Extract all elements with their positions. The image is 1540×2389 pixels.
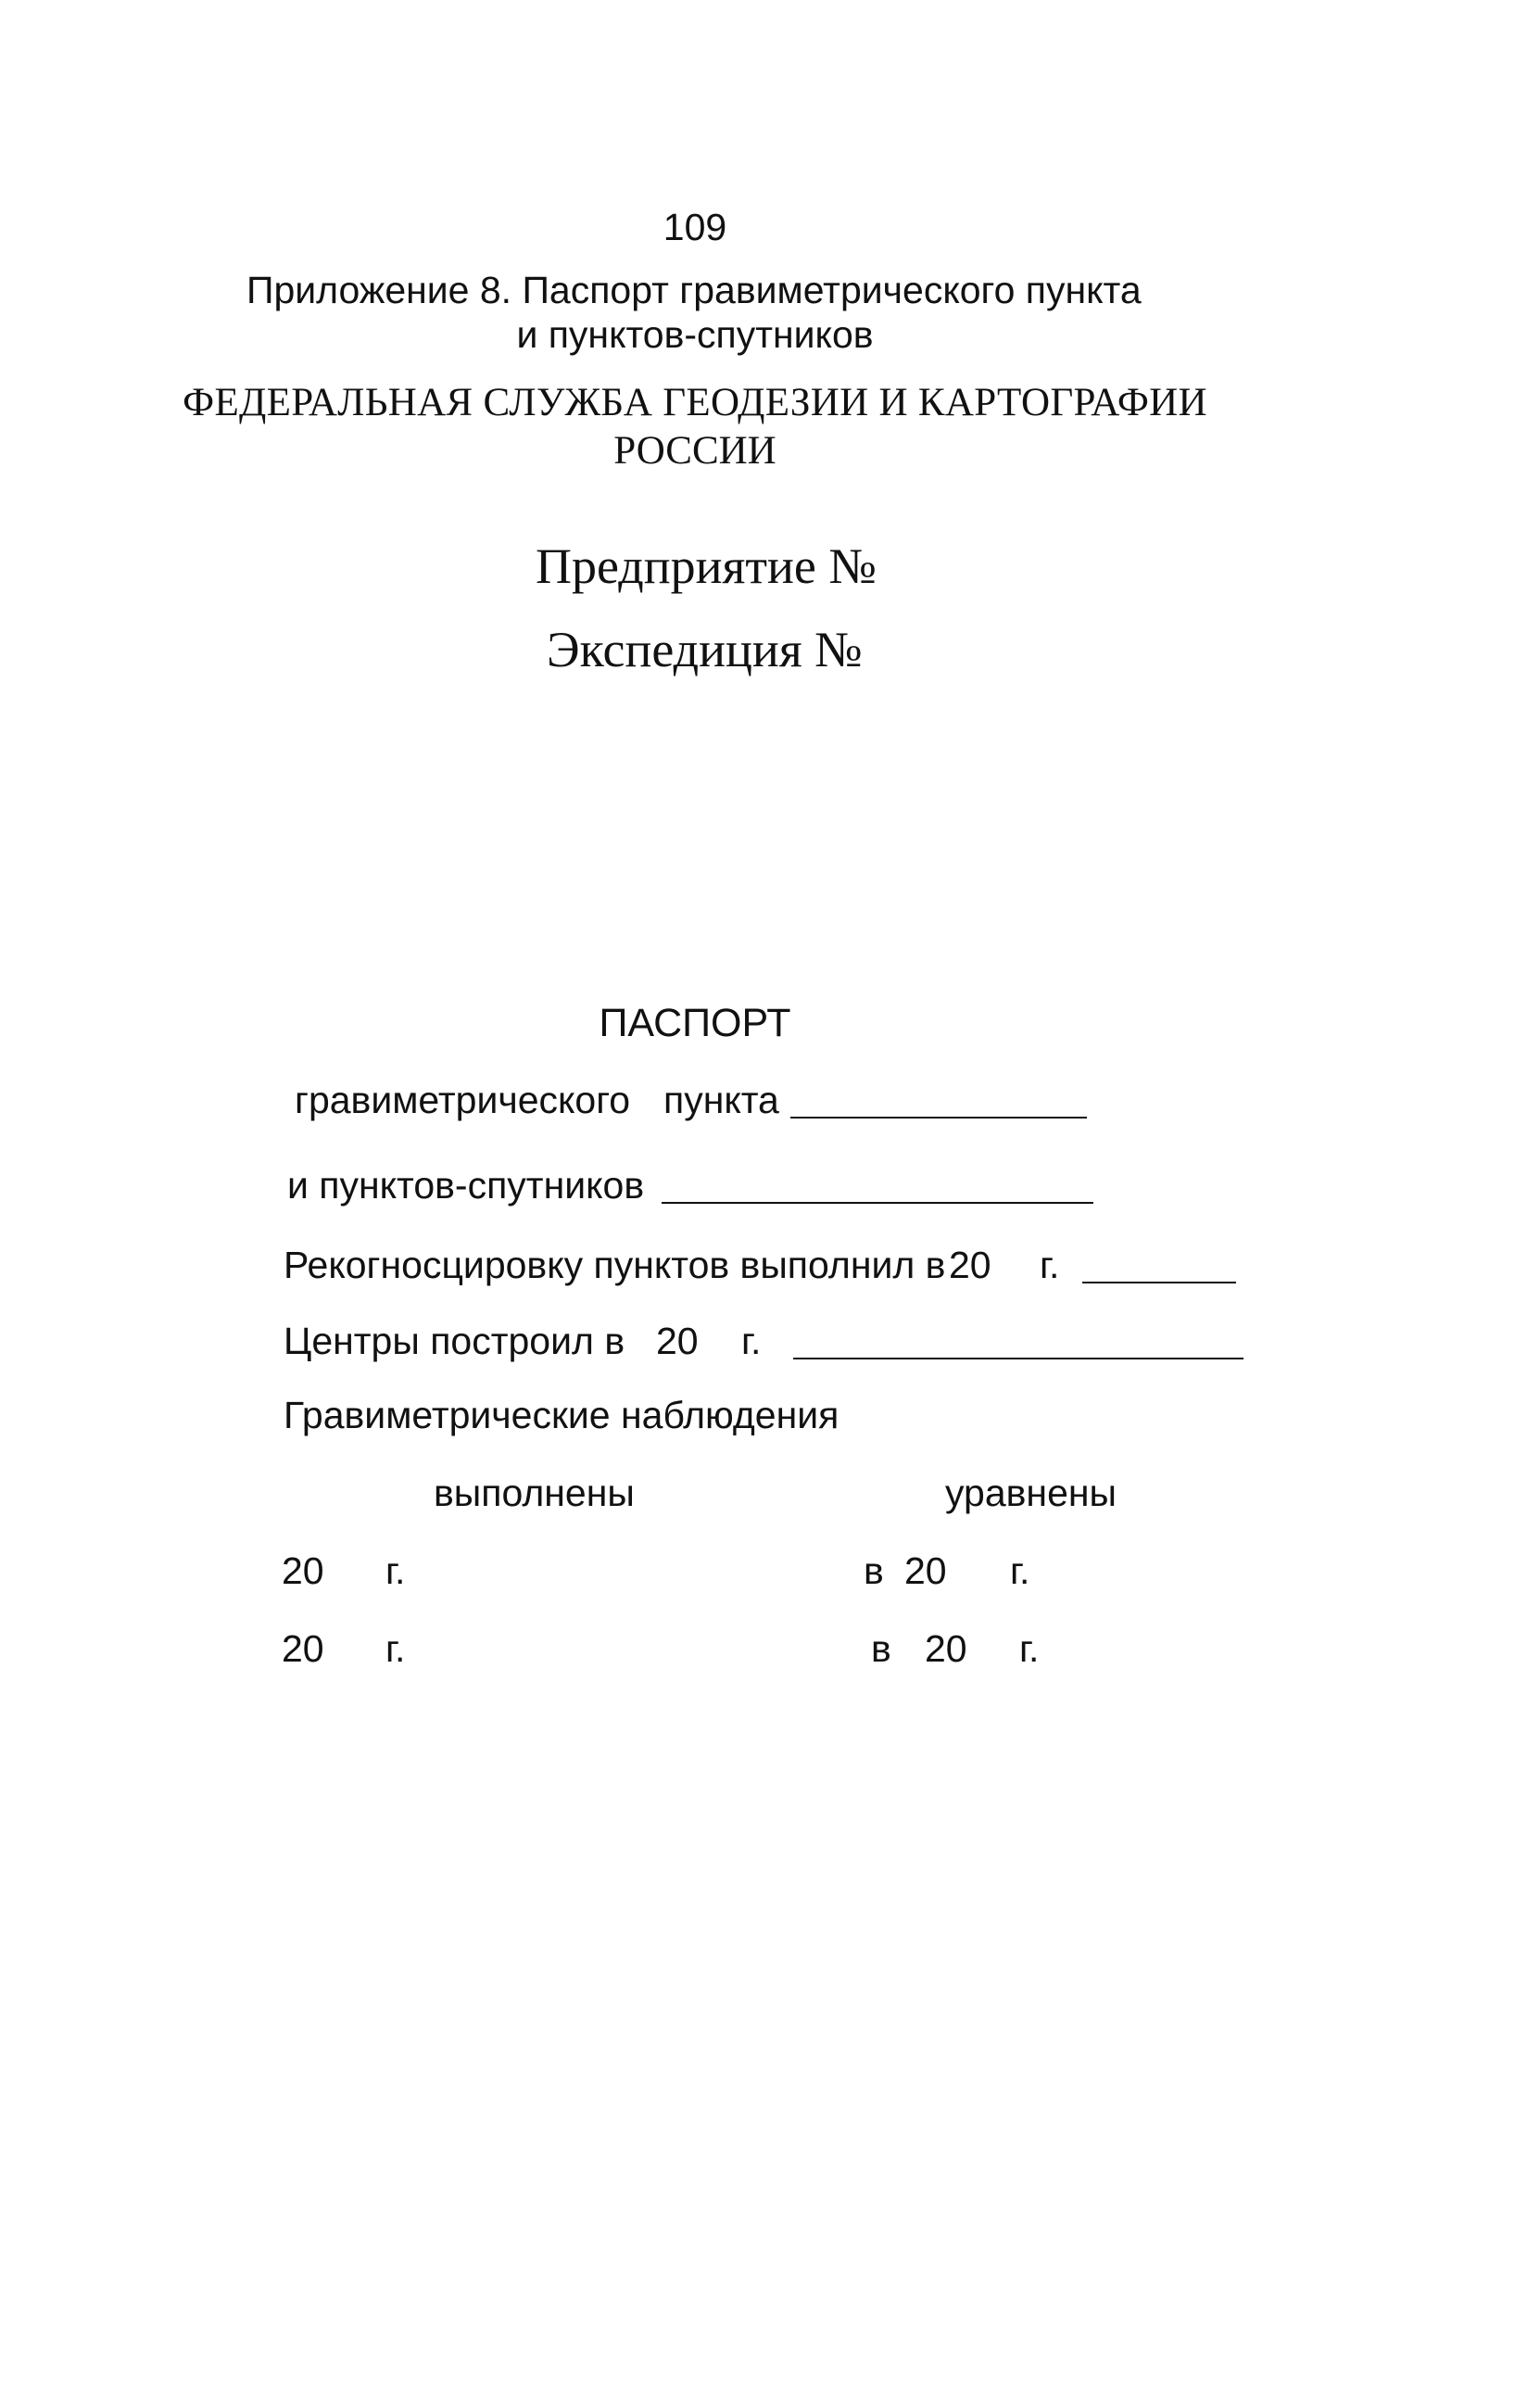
organization-name-line1: ФЕДЕРАЛЬНАЯ СЛУЖБА ГЕОДЕЗИИ И КАРТОГРАФИИ <box>183 381 1207 424</box>
passport-title: ПАСПОРТ <box>599 1001 791 1045</box>
page-number: 109 <box>663 206 727 248</box>
centers-built-year-suffix: г. <box>741 1320 762 1362</box>
row1-adjusted-prefix: в <box>864 1549 884 1592</box>
reconnaissance-year: 20 <box>949 1244 991 1286</box>
gravimetric-point-label: гравиметрического <box>295 1079 631 1121</box>
observations-label: Гравиметрические наблюдения <box>284 1394 839 1436</box>
row1-performed-year-suffix: г. <box>385 1549 406 1592</box>
appendix-title-line2: и пунктов-спутников <box>516 313 874 356</box>
column-performed: выполнены <box>434 1472 635 1514</box>
row1-adjusted-year-suffix: г. <box>1010 1549 1030 1592</box>
row2-adjusted-year-suffix: г. <box>1019 1627 1040 1670</box>
satellite-points-label: и пунктов-спутников <box>287 1164 645 1207</box>
centers-built-year: 20 <box>656 1320 699 1362</box>
satellite-points-blank[interactable] <box>662 1202 1093 1204</box>
row1-performed-year: 20 <box>282 1549 324 1592</box>
row2-performed-year: 20 <box>282 1627 324 1670</box>
row2-adjusted-prefix: в <box>871 1627 891 1670</box>
expedition-label: Экспедиция № <box>547 622 863 677</box>
reconnaissance-year-suffix: г. <box>1040 1244 1060 1286</box>
row2-performed-year-suffix: г. <box>385 1627 406 1670</box>
gravimetric-point-label-suffix: пункта <box>663 1079 779 1121</box>
appendix-title-line1: Приложение 8. Паспорт гравиметрического пункта <box>246 269 1142 311</box>
centers-built-label: Центры построил в <box>284 1320 625 1362</box>
enterprise-label: Предприятие № <box>536 538 877 594</box>
reconnaissance-label: Рекогносцировку пунктов выполнил в <box>284 1244 946 1286</box>
row2-adjusted-year: 20 <box>925 1627 967 1670</box>
organization-name-line2: РОССИИ <box>613 429 776 473</box>
column-adjusted: уравнены <box>945 1472 1117 1514</box>
gravimetric-point-blank[interactable] <box>790 1117 1087 1119</box>
row1-adjusted-year: 20 <box>904 1549 947 1592</box>
centers-built-blank[interactable] <box>793 1358 1243 1359</box>
reconnaissance-blank[interactable] <box>1082 1282 1236 1283</box>
